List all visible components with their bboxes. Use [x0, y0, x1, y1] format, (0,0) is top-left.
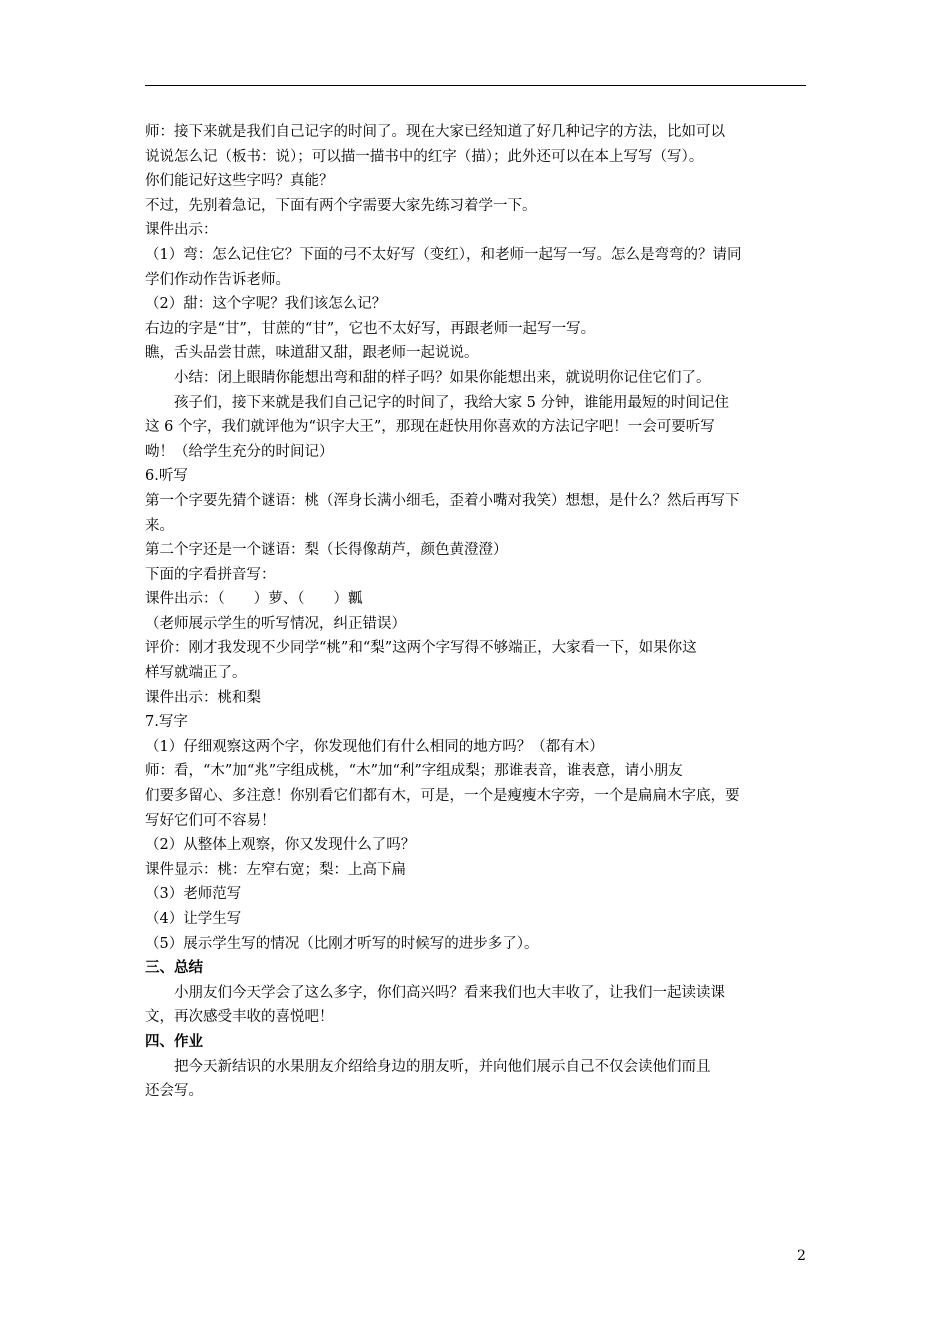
page-number: 2 [797, 1248, 806, 1264]
text-line: （1）仔细观察这两个字，你发现他们有什么相同的地方吗？（都有木） [145, 738, 604, 755]
text-line: 课件出示： [145, 222, 218, 239]
text-line: （3）老师范写 [145, 886, 242, 903]
text-line: 师：看，“木”加“兆”字组成桃，“木”加“利”字组成梨；那谁表音，谁表意，请小朋友 [145, 763, 683, 780]
text-line: 还会写。 [145, 1083, 203, 1100]
text-line: 学们作动作告诉老师。 [145, 271, 290, 288]
text-line: 右边的字是“甘”，甘蔗的“甘”，它也不太好写，再跟老师一起写一写。 [145, 320, 596, 337]
text-line: 孩子们，接下来就是我们自己记字的时间了，我给大家 5 分钟，谁能用最短的时间记住 [174, 394, 729, 411]
text-line: （2）从整体上观察，你又发现什么了吗？ [145, 837, 416, 854]
section-heading: 7.写字 [145, 714, 188, 731]
document-body [145, 120, 813, 1104]
text-line: 这 6 个字，我们就评他为“识字大王”，那现在赶快用你喜欢的方法记字吧！一会可要听写 [145, 419, 715, 436]
text-line: 你们能记好这些字吗？真能？ [145, 173, 334, 190]
text-line: 第二个字还是一个谜语：梨（长得像葫芦，颜色黄澄澄） [145, 542, 508, 559]
text-line: 文，再次感受丰收的喜悦吧！ [145, 1009, 334, 1026]
text-line: 来。 [145, 517, 174, 534]
section-heading: 四、作业 [145, 1032, 203, 1050]
text-line: 瞧，舌头品尝甘蔗，味道甜又甜，跟老师一起说说。 [145, 345, 479, 362]
text-line: 说说怎么记（板书：说）；可以描一描书中的红字（描）；此外还可以在本上写写（写）。 [145, 148, 704, 165]
text-line: 小结：闭上眼睛你能想出弯和甜的样子吗？如果你能想出来，就说明你记住它们了。 [174, 369, 711, 386]
text-line: 呦！（给学生充分的时间记） [145, 443, 334, 460]
text-line: 不过，先别着急记，下面有两个字需要大家先练习着学一下。 [145, 197, 537, 214]
text-line: （老师展示学生的听写情况，纠正错误） [145, 615, 406, 632]
section-heading: 6.听写 [145, 468, 188, 485]
text-line: 样写就端正了。 [145, 665, 247, 682]
header-rule [145, 85, 806, 86]
text-line: 们要多留心、多注意！你别看它们都有木，可是，一个是瘦瘦木字旁，一个是扁扁木字底，要 [145, 788, 740, 805]
text-line: 课件显示：桃：左窄右宽；梨：上高下扁 [145, 861, 406, 878]
text-line: 把今天新结识的水果朋友介绍给身边的朋友听，并向他们展示自己不仅会读他们而且 [174, 1058, 711, 1075]
text-line: 课件出示：（ ）萝、（ ）瓤 [145, 591, 363, 608]
text-line: 评价：刚才我发现不少同学“桃”和“梨”这两个字写得不够端正，大家看一下，如果你这 [145, 640, 697, 657]
text-line: 下面的字看拼音写： [145, 566, 276, 583]
text-line: 写好它们可不容易！ [145, 812, 276, 829]
text-line: 第一个字要先猜个谜语：桃（浑身长满小细毛，歪着小嘴对我笑）想想，是什么？然后再写下 [145, 492, 740, 509]
text-line: （4）让学生写 [145, 911, 242, 927]
text-line: 课件出示：桃和梨 [145, 689, 261, 706]
text-line: （1）弯：怎么记住它？下面的弓不太好写（变红），和老师一起写一写。怎么是弯弯的？请同 [145, 246, 742, 263]
text-line: （5）展示学生写的情况（比刚才听写的时候写的进步多了）。 [145, 935, 539, 952]
text-line: （2）甜：这个字呢？我们该怎么记？ [145, 296, 387, 313]
text-line: 师：接下来就是我们自己记字的时间了。现在大家已经知道了好几种记字的方法，比如可以 [145, 124, 725, 140]
section-heading: 三、总结 [145, 959, 203, 977]
text-line: 小朋友们今天学会了这么多字，你们高兴吗？看来我们也大丰收了，让我们一起读读课 [174, 984, 725, 1001]
